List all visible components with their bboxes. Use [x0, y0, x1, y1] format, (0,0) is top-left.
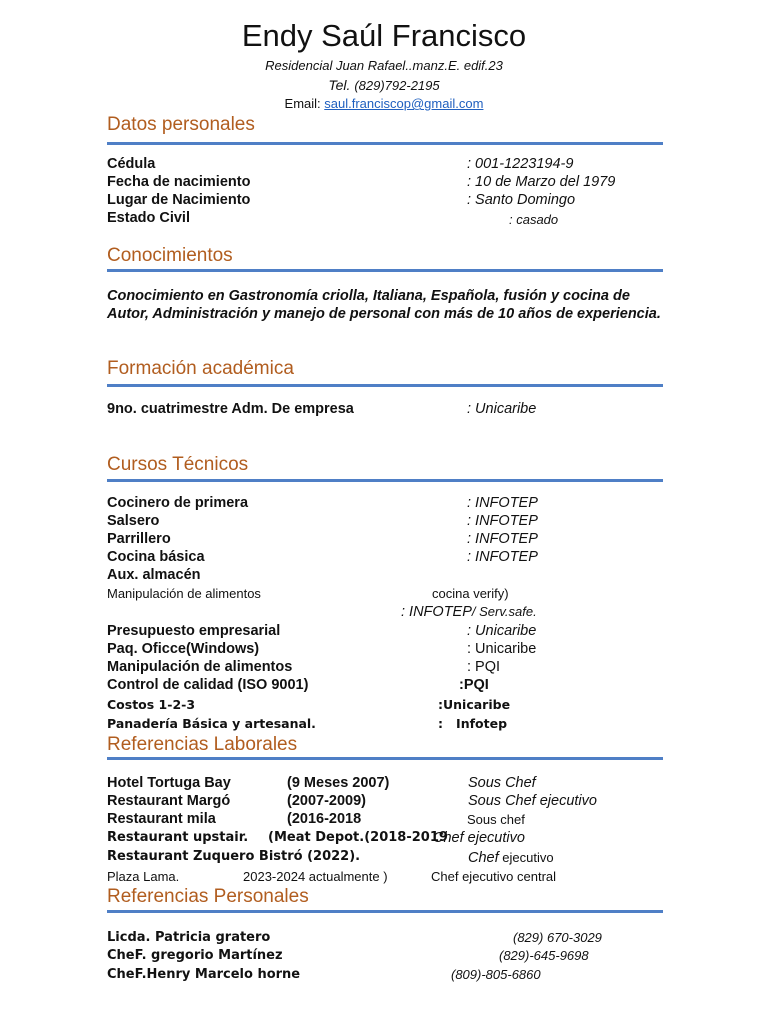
education-label: 9no. cuatrimestre Adm. De empresa: [107, 401, 354, 417]
reference-phone: (809)-805-6860: [451, 967, 541, 982]
section-divider: [107, 384, 663, 387]
email-link[interactable]: saul.franciscop@gmail.com: [324, 96, 484, 111]
course-label: Costos 1-2-3: [107, 697, 196, 712]
work-period: (2007-2009): [287, 793, 366, 809]
section-divider: [107, 269, 663, 272]
reference-name: Licda. Patricia gratero: [107, 930, 271, 945]
section-title-education: Formación académica: [107, 358, 294, 379]
phone-line: [0, 77, 768, 93]
course-value-line: [401, 603, 537, 621]
section-divider: [107, 910, 663, 913]
work-role-line: [468, 849, 554, 867]
personal-value: : 10 de Marzo del 1979: [467, 174, 616, 190]
course-extra: / Serv.safe.: [471, 604, 537, 619]
course-value: : INFOTEP: [467, 495, 538, 511]
email-line: [0, 96, 768, 111]
work-place: Restaurant Margó: [107, 793, 231, 809]
course-label: Salsero: [107, 513, 160, 529]
candidate-name: Endy Saúl Francisco: [241, 18, 527, 53]
section-title-personal: Datos personales: [107, 114, 255, 135]
course-value: : Unicaribe: [467, 641, 537, 657]
course-value: cocina verify): [432, 586, 509, 601]
course-value: : PQI: [467, 659, 501, 675]
email-label: Email:: [284, 96, 325, 111]
course-value: : INFOTEP: [467, 531, 538, 547]
work-place: Plaza Lama.: [107, 869, 180, 884]
section-title-courses: Cursos Técnicos: [107, 454, 249, 475]
knowledge-paragraph: Conocimiento en Gastronomía criolla, Italiana, Española, fusión y cocina de Autor, Administración y manejo de personal con más de 10 años de experiencia.: [107, 288, 661, 322]
reference-name: CheF.Henry Marcelo horne: [107, 967, 301, 982]
section-divider: [107, 479, 663, 482]
course-label: Control de calidad (ISO 9001): [107, 677, 309, 693]
course-value: : INFOTEP: [401, 604, 472, 620]
course-label: Cocinero de primera: [107, 495, 249, 511]
personal-value: : Santo Domingo: [467, 192, 576, 208]
reference-name: CheF. gregorio Martínez: [107, 948, 283, 963]
course-label: Presupuesto empresarial: [107, 623, 281, 639]
phone-label: Tel.: [328, 77, 355, 93]
course-label: Cocina básica: [107, 549, 205, 565]
work-role-extra: ejecutivo: [498, 850, 554, 865]
work-role: Chef ejecutivo: [433, 830, 525, 846]
course-label: Aux. almacén: [107, 567, 201, 583]
personal-label: Estado Civil: [107, 210, 190, 226]
personal-label: Fecha de nacimiento: [107, 174, 251, 190]
personal-value: : casado: [509, 212, 559, 227]
reference-phone: (829)-645-9698: [499, 948, 589, 963]
reference-phone: (829) 670-3029: [513, 930, 602, 945]
section-divider: [107, 142, 663, 145]
work-role: Chef ejecutivo central: [431, 869, 557, 884]
course-value: :Unicaribe: [438, 697, 511, 712]
work-role: Sous Chef: [468, 775, 536, 791]
work-period: (Meat Depot.(2018-2019: [268, 830, 448, 845]
course-value: : Infotep: [438, 716, 508, 731]
course-value: : INFOTEP: [467, 513, 538, 529]
education-value: : Unicaribe: [467, 401, 537, 417]
phone-value: (829)792-2195: [354, 78, 440, 93]
section-title-knowledge: Conocimientos: [107, 245, 233, 266]
work-place: Restaurant Zuquero Bistró (2022).: [107, 849, 361, 864]
course-label: Paq. Oficce(Windows): [107, 641, 260, 657]
personal-label: Cédula: [107, 156, 156, 172]
address: Residencial Juan Rafael..manz.E. edif.23: [265, 58, 503, 73]
personal-value: : 001-1223194-9: [467, 156, 574, 172]
work-place: Restaurant upstair.: [107, 830, 249, 845]
section-divider: [107, 757, 663, 760]
section-title-personal-refs: Referencias Personales: [107, 886, 309, 907]
course-label: Panadería Básica y artesanal.: [107, 716, 316, 731]
course-value: : INFOTEP: [467, 549, 538, 565]
course-label: Manipulación de alimentos: [107, 659, 293, 675]
course-value: :PQI: [459, 677, 489, 693]
work-role: Sous chef: [467, 812, 525, 827]
personal-label: Lugar de Nacimiento: [107, 192, 251, 208]
section-title-work-refs: Referencias Laborales: [107, 734, 298, 755]
work-place: Hotel Tortuga Bay: [107, 775, 231, 791]
work-period: 2023-2024 actualmente ): [243, 869, 388, 884]
work-place: Restaurant mila: [107, 811, 216, 827]
course-label: Manipulación de alimentos: [107, 586, 261, 601]
work-role: Chef: [468, 850, 499, 866]
work-period: (2016-2018: [287, 811, 362, 827]
course-label: Parrillero: [107, 531, 171, 547]
work-role: Sous Chef ejecutivo: [468, 793, 597, 809]
course-value: : Unicaribe: [467, 623, 537, 639]
work-period: (9 Meses 2007): [287, 775, 390, 791]
